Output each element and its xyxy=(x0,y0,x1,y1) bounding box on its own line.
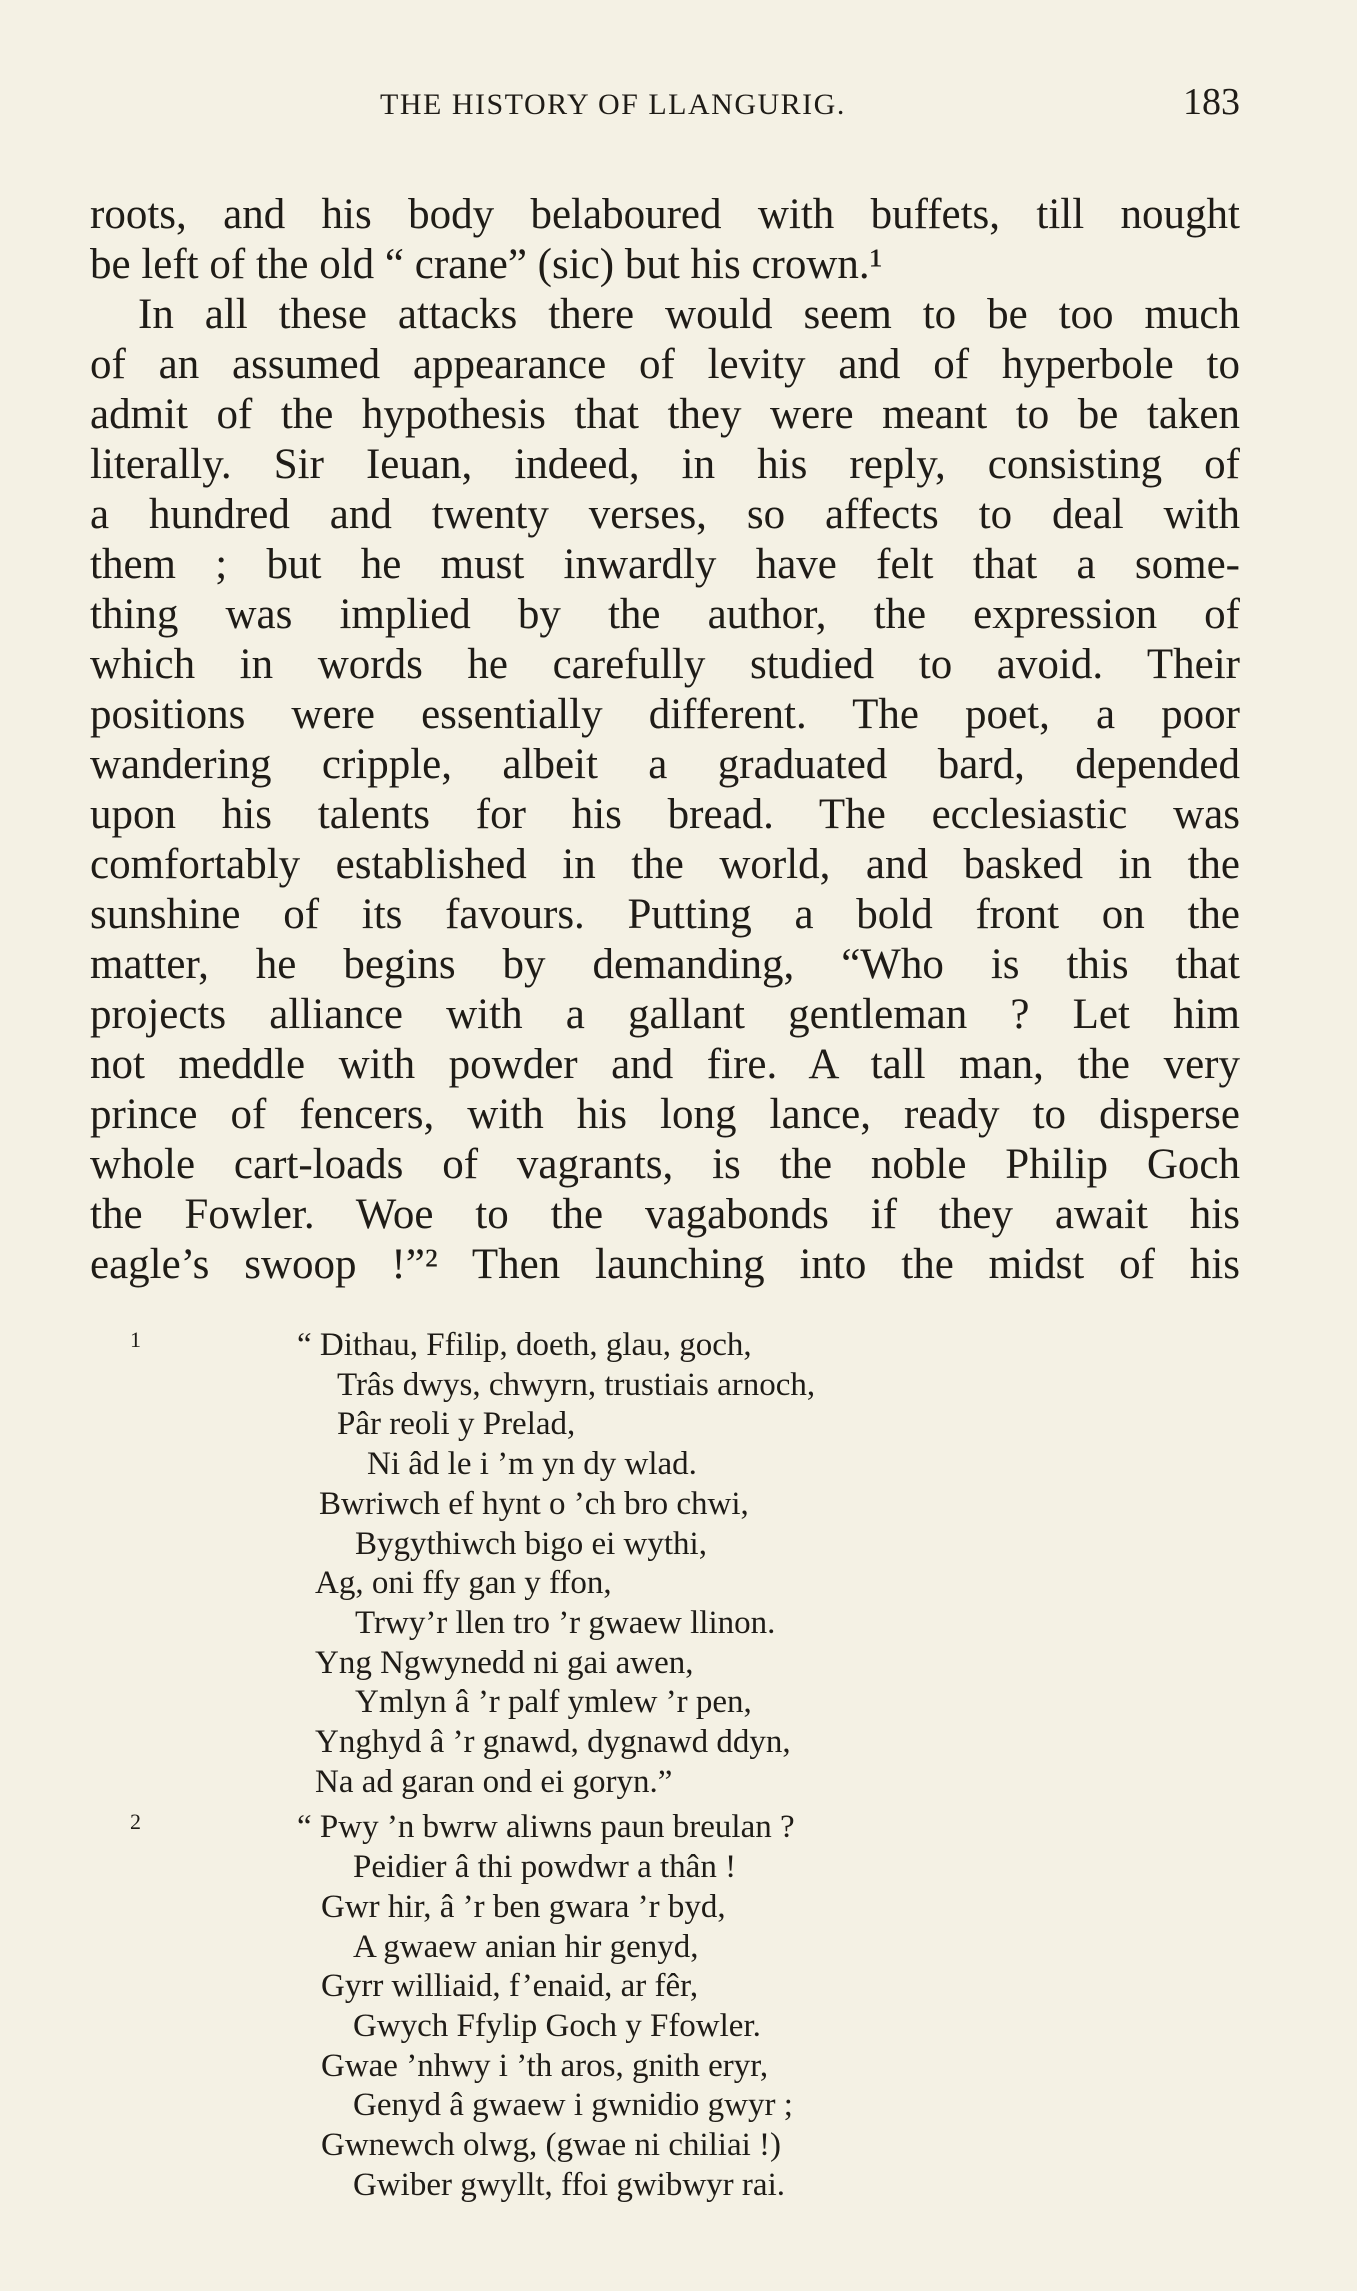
body-line: matter, he begins by demanding, “Who is this that xyxy=(90,941,1240,988)
verse-line: Ynghyd â ’r gnawd, dygnawd ddyn, xyxy=(315,1724,791,1761)
verse-line: Genyd â gwaew i gwnidio gwyr ; xyxy=(353,2087,793,2124)
verse-line: Bygythiwch bigo ei wythi, xyxy=(355,1525,707,1562)
footnote-2 xyxy=(90,1808,1240,2205)
body-line: comfortably established in the world, and basked in the xyxy=(90,841,1240,888)
verse-line: “ Pwy ’n bwrw aliwns paun breulan ? xyxy=(297,1809,795,1846)
verse-line: Gyrr williaid, f’enaid, ar fêr, xyxy=(321,1968,699,2005)
verse-line: Ag, oni ffy gan y ffon, xyxy=(315,1565,612,1602)
body-line: upon his talents for his bread. The ecclesiastic was xyxy=(90,791,1240,838)
body-text xyxy=(90,190,1240,1290)
body-line: admit of the hypothesis that they were meant to be taken xyxy=(90,391,1240,438)
body-line: wandering cripple, albeit a graduated bard, depended xyxy=(90,741,1240,788)
verse-line: Pâr reoli y Prelad, xyxy=(337,1406,576,1443)
book-page xyxy=(90,80,1240,2205)
verse-line: Gwiber gwyllt, ffoi gwibwyr rai. xyxy=(353,2166,785,2203)
footnotes xyxy=(90,1326,1240,2205)
body-line: roots, and his body belaboured with buffets, till nought xyxy=(90,191,1240,238)
body-line: of an assumed appearance of levity and of hyperbole to xyxy=(90,341,1240,388)
body-line: be left of the old “ crane” (sic) but his crown.¹ xyxy=(90,241,883,288)
verse-line: Gwae ’nhwy i ’th aros, gnith eryr, xyxy=(321,2047,769,2084)
verse-line: Gwr hir, â ’r ben gwara ’r byd, xyxy=(321,1888,726,1925)
body-line: In all these attacks there would seem to be too much xyxy=(138,291,1240,338)
footnote-1 xyxy=(90,1326,1240,1802)
verse-line: Peidier â thi powdwr a thân ! xyxy=(353,1849,737,1886)
body-line: a hundred and twenty verses, so affects to deal with xyxy=(90,491,1240,538)
verse-line: Ymlyn â ’r palf ymlew ’r pen, xyxy=(355,1684,752,1721)
body-line: whole cart-loads of vagrants, is the noble Philip Goch xyxy=(90,1141,1240,1188)
body-line: them ; but he must inwardly have felt that a some- xyxy=(90,541,1240,588)
running-head xyxy=(90,80,1240,140)
verse-line: Ni âd le i ’m yn dy wlad. xyxy=(367,1446,697,1483)
page-number: 183 xyxy=(1183,81,1240,123)
verse-line: A gwaew anian hir genyd, xyxy=(353,1928,699,1965)
verse-line: “ Dithau, Ffilip, doeth, glau, goch, xyxy=(297,1327,752,1363)
verse-line: Bwriwch ef hynt o ’ch bro chwi, xyxy=(319,1485,749,1522)
body-line: projects alliance with a gallant gentleman ? Let him xyxy=(90,991,1240,1038)
body-line: prince of fencers, with his long lance, ready to disperse xyxy=(90,1091,1240,1138)
body-line: literally. Sir Ieuan, indeed, in his reply, consisting of xyxy=(90,441,1240,488)
body-line: which in words he carefully studied to avoid. Their xyxy=(90,641,1240,688)
verse-line: Trâs dwys, chwyrn, trustiais arnoch, xyxy=(337,1366,816,1403)
body-line: not meddle with powder and fire. A tall man, the very xyxy=(90,1041,1240,1088)
footnote-verse xyxy=(90,1326,1240,1802)
footnote-verse xyxy=(90,1808,1240,2205)
body-line: thing was implied by the author, the expression of xyxy=(90,591,1240,638)
footnote-marker: 1 xyxy=(130,1327,141,1352)
body-line: sunshine of its favours. Putting a bold front on the xyxy=(90,891,1240,938)
verse-line: Na ad garan ond ei goryn.” xyxy=(315,1763,673,1800)
verse-line: Gwych Ffylip Goch y Ffowler. xyxy=(353,2007,761,2044)
footnote-marker: 2 xyxy=(130,1809,141,1835)
verse-line: Trwy’r llen tro ’r gwaew llinon. xyxy=(355,1604,776,1641)
verse-line: Yng Ngwynedd ni gai awen, xyxy=(315,1644,694,1681)
body-line: the Fowler. Woe to the vagabonds if they await his xyxy=(90,1191,1240,1238)
body-line: eagle’s swoop !”² Then launching into the midst of his xyxy=(90,1241,1240,1288)
verse-line: Gwnewch olwg, (gwae ni chiliai !) xyxy=(321,2127,782,2164)
running-title: THE HISTORY OF LLANGURIG. xyxy=(380,88,846,121)
body-line: positions were essentially different. The poet, a poor xyxy=(90,691,1240,738)
